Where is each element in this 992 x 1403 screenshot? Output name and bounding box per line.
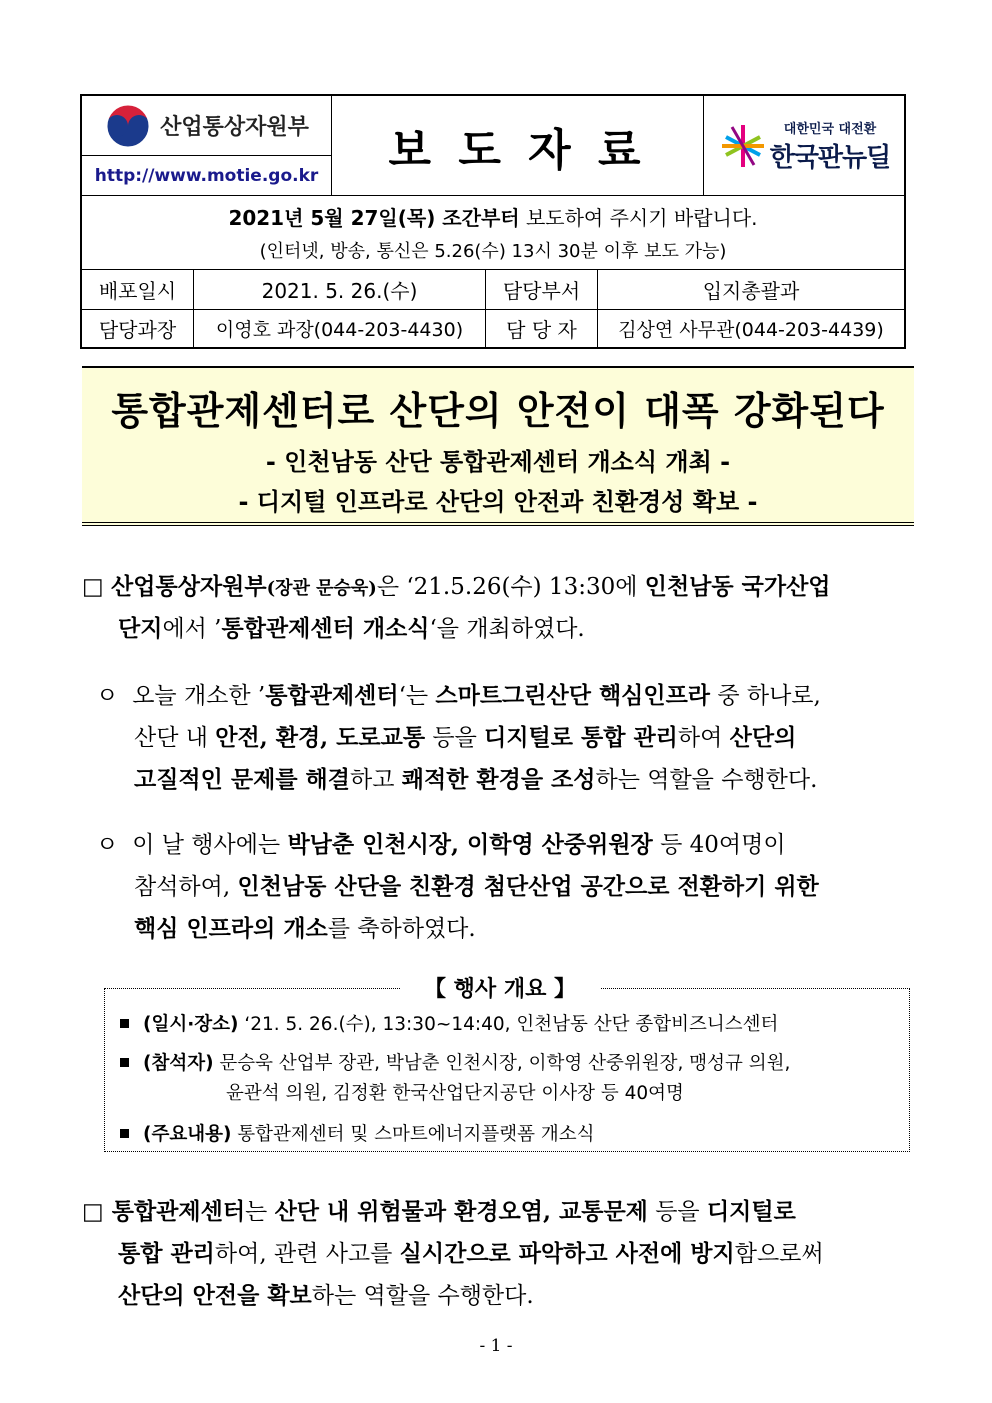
text-bold: (장관 문승욱) (266, 578, 377, 599)
text-bold: 박남춘 인천시장, 이학영 산중위원장 (287, 831, 653, 858)
event-item-content (120, 1120, 594, 1146)
text-bold: 단지 (118, 615, 163, 642)
text-bold: 고질적인 문제를 해결 (134, 766, 350, 793)
square-bullet-icon (120, 1019, 129, 1028)
text: 오늘 개소한 ’ (132, 683, 266, 709)
event-label: (일시·장소) (143, 1014, 239, 1035)
page-number: - 1 - (479, 1336, 513, 1356)
text-bold: 실시간으로 파악하고 사전에 방지 (399, 1240, 735, 1267)
text-bold: 산단의 (729, 724, 797, 751)
ministry-logo-cell (82, 96, 332, 156)
director-value: 이영호 과장(044-203-4430) (194, 310, 486, 347)
website-link[interactable]: http://www.motie.go.kr (94, 165, 319, 186)
text: ‘는 (398, 683, 436, 709)
circle-bullet: ㅇ (96, 832, 119, 858)
text-bold: 통합관제센터 (111, 1198, 246, 1225)
doc-type-title: 보 도 자 료 (388, 124, 647, 176)
text: 하는 역할을 수행한다. (311, 1283, 534, 1309)
header-table (80, 94, 906, 349)
event-label: (참석자) (143, 1053, 214, 1074)
headline-box (82, 366, 914, 526)
text-bold: 디지털로 (706, 1198, 796, 1225)
headline-subtitle-1: - 인천남동 산단 통합관제센터 개소식 개최 - (265, 448, 731, 476)
text: 하는 역할을 수행한다. (595, 767, 818, 793)
text-bold: 산단 내 위험물과 환경오염, 교통문제 (274, 1198, 648, 1225)
text-bold: 쾌적한 환경을 조성 (401, 766, 596, 793)
text: 등을 (425, 725, 485, 751)
ministry-name: 산업통상자원부 (160, 115, 309, 140)
text: 산단 내 (134, 725, 216, 751)
officer-value: 김상연 사무관(044-203-4439) (618, 319, 884, 341)
text: 는 (245, 1199, 275, 1225)
text: 함으로써 (734, 1241, 824, 1267)
newdeal-title: 한국판뉴딜 (769, 142, 891, 173)
text-bold: 핵심 인프라의 개소 (134, 915, 328, 942)
text-bold: 디지털로 통합 관리 (484, 724, 678, 751)
event-item-attendees-cont: 윤관석 의원, 김정환 한국산업단지공단 이사장 등 40여명 (226, 1083, 684, 1104)
square-bullet: □ (82, 1199, 104, 1225)
event-item-attendees (120, 1049, 790, 1075)
event-label: (주요내용) (143, 1124, 232, 1145)
embargo-cell (82, 196, 904, 270)
website-cell (82, 156, 332, 196)
square-bullet-icon (120, 1129, 129, 1138)
newdeal-logo-cell (704, 96, 904, 196)
dist-date-label: 배포일시 (82, 270, 194, 310)
embargo-date: 2021년 5월 27일(목) 조간부터 (228, 206, 520, 230)
newdeal-subtitle: 대한민국 대전환 (783, 121, 877, 137)
embargo-note: (인터넷, 방송, 통신은 5.26(수) 13시 30분 이후 보도 가능) (259, 241, 727, 262)
text-bold: 산단의 안전을 확보 (118, 1282, 312, 1309)
square-bullet-icon (120, 1058, 129, 1067)
event-value: 문승욱 산업부 장관, 박남춘 인천시장, 이학영 산중위원장, 맹성규 의원, (213, 1053, 791, 1074)
headline-subtitle-2: - 디지털 인프라로 산단의 안전과 친환경성 확보 - (238, 488, 758, 516)
text-bold: 통합관제센터 개소식 (221, 615, 430, 642)
square-bullet: □ (82, 574, 104, 600)
embargo-text: 보도하여 주시기 바랍니다. (519, 206, 758, 230)
text: 중 하나로, (710, 683, 821, 709)
text: 이 날 행사에는 (132, 832, 288, 858)
text: 참석하여, (134, 874, 238, 900)
event-value: 통합관제센터 및 스마트에너지플랫폼 개소식 (231, 1124, 595, 1145)
headline-title: 통합관제센터로 산단의 안전이 대폭 강화된다 (111, 389, 885, 433)
director-label: 담당과장 (82, 310, 194, 347)
text: 은 ‘21.5.26(수) 13:30에 (376, 574, 645, 600)
text: 하여, 관련 사고를 (214, 1241, 400, 1267)
text: ‘을 개최하였다. (429, 616, 585, 642)
event-item-datetime (120, 1010, 778, 1036)
officer-label: 담 당 자 (486, 310, 598, 347)
text-bold: 통합 관리 (118, 1240, 215, 1267)
circle-bullet: ㅇ (96, 683, 119, 709)
dept-value: 입지총괄과 (598, 270, 904, 310)
dist-date-value: 2021. 5. 26.(수) (194, 270, 486, 310)
newdeal-star-icon (718, 121, 768, 171)
text-bold: 통합관제센터 (265, 682, 399, 709)
text: 에서 ’ (162, 616, 222, 642)
text-bold: 안전, 환경, 도로교통 (215, 724, 426, 751)
text: 등 40여명이 (652, 832, 786, 858)
text-bold: 인천남동 산단을 친환경 첨단산업 공간으로 전환하기 위한 (237, 873, 819, 900)
event-value: ‘21. 5. 26.(수), 13:30~14:40, 인천남동 산단 종합비즈니스센터 (238, 1014, 779, 1035)
text: 하여 (677, 725, 730, 751)
dept-label: 담당부서 (486, 270, 598, 310)
text-bold: 산업통상자원부 (111, 573, 267, 600)
doc-type-cell (332, 96, 704, 196)
text-bold: 인천남동 국가산업 (644, 573, 831, 600)
text: 하고 (349, 767, 402, 793)
taegeuk-logo-icon (104, 102, 152, 150)
text: 를 축하하였다. (327, 916, 476, 942)
event-overview-title: 【 행사 개요 】 (400, 972, 600, 1003)
text-bold: 스마트그린산단 핵심인프라 (435, 682, 711, 709)
text: 등을 (647, 1199, 707, 1225)
